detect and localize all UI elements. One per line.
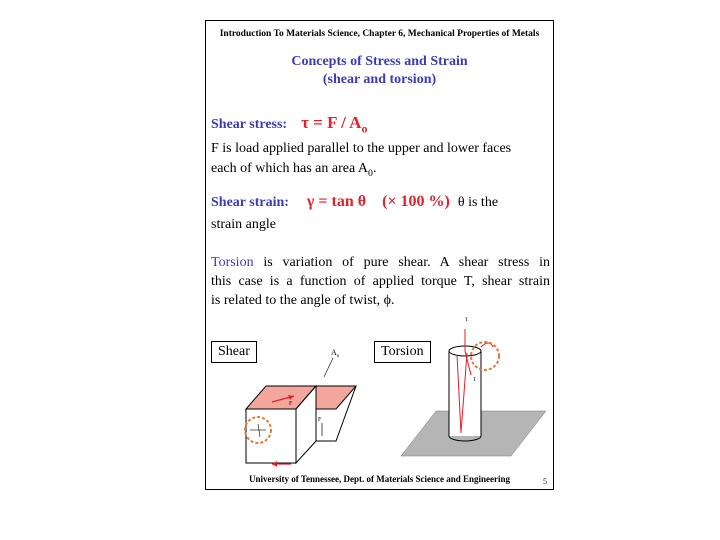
shear-strain-percent: (× 100 %) (382, 193, 450, 210)
document-page (205, 20, 554, 490)
shear-strain-label: Shear strain: (211, 195, 289, 210)
torsion-text-line1: Torsion is variation of pure shear. A shear stress in (211, 255, 550, 270)
torsion-label-box: Torsion (374, 341, 431, 363)
shear-label-box: Shear (211, 341, 257, 363)
shear-stress-line (211, 113, 367, 136)
area-label: $A_o$ (331, 348, 340, 359)
area-leader-line (324, 358, 333, 377)
cylinder-body (449, 351, 481, 436)
page-number: 5 (543, 477, 547, 486)
page-title: Concepts of Stress and Strain (291, 54, 468, 69)
torsion-text-line3: is related to the angle of twist, ϕ. (211, 293, 395, 308)
tau-label-side: τ (473, 375, 476, 383)
torsion-diagram (401, 311, 551, 471)
shear-strain-line (211, 193, 550, 211)
torsion-word: Torsion (211, 255, 254, 270)
side-force-label: F (318, 417, 322, 423)
shear-diagram (236, 341, 376, 471)
shear-strain-tail: θ is the (457, 195, 499, 210)
load-text-line1: F is load applied parallel to the upper and lower faces (211, 141, 512, 156)
shear-stress-label: Shear stress: (211, 117, 288, 132)
strain-angle-text: strain angle (211, 217, 276, 232)
shear-stress-formula: $\tau = F / A_o$ (301, 113, 368, 136)
top-force-label: F (289, 401, 293, 407)
load-text-line2: each of which has an area $A_0$. (211, 161, 377, 179)
shear-strain-formula: γ = tan θ (306, 193, 367, 210)
tau-label-top: τ (465, 315, 468, 323)
page-header: Introduction To Materials Science, Chapter 6, Mechanical Properties of Metals (219, 29, 540, 39)
page-footer: University of Tennessee, Dept. of Materials Science and Engineering (249, 474, 510, 484)
page-subtitle: (shear and torsion) (322, 72, 437, 87)
torsion-text-line2: this case is a function of applied torque T, shear strain (211, 274, 550, 289)
